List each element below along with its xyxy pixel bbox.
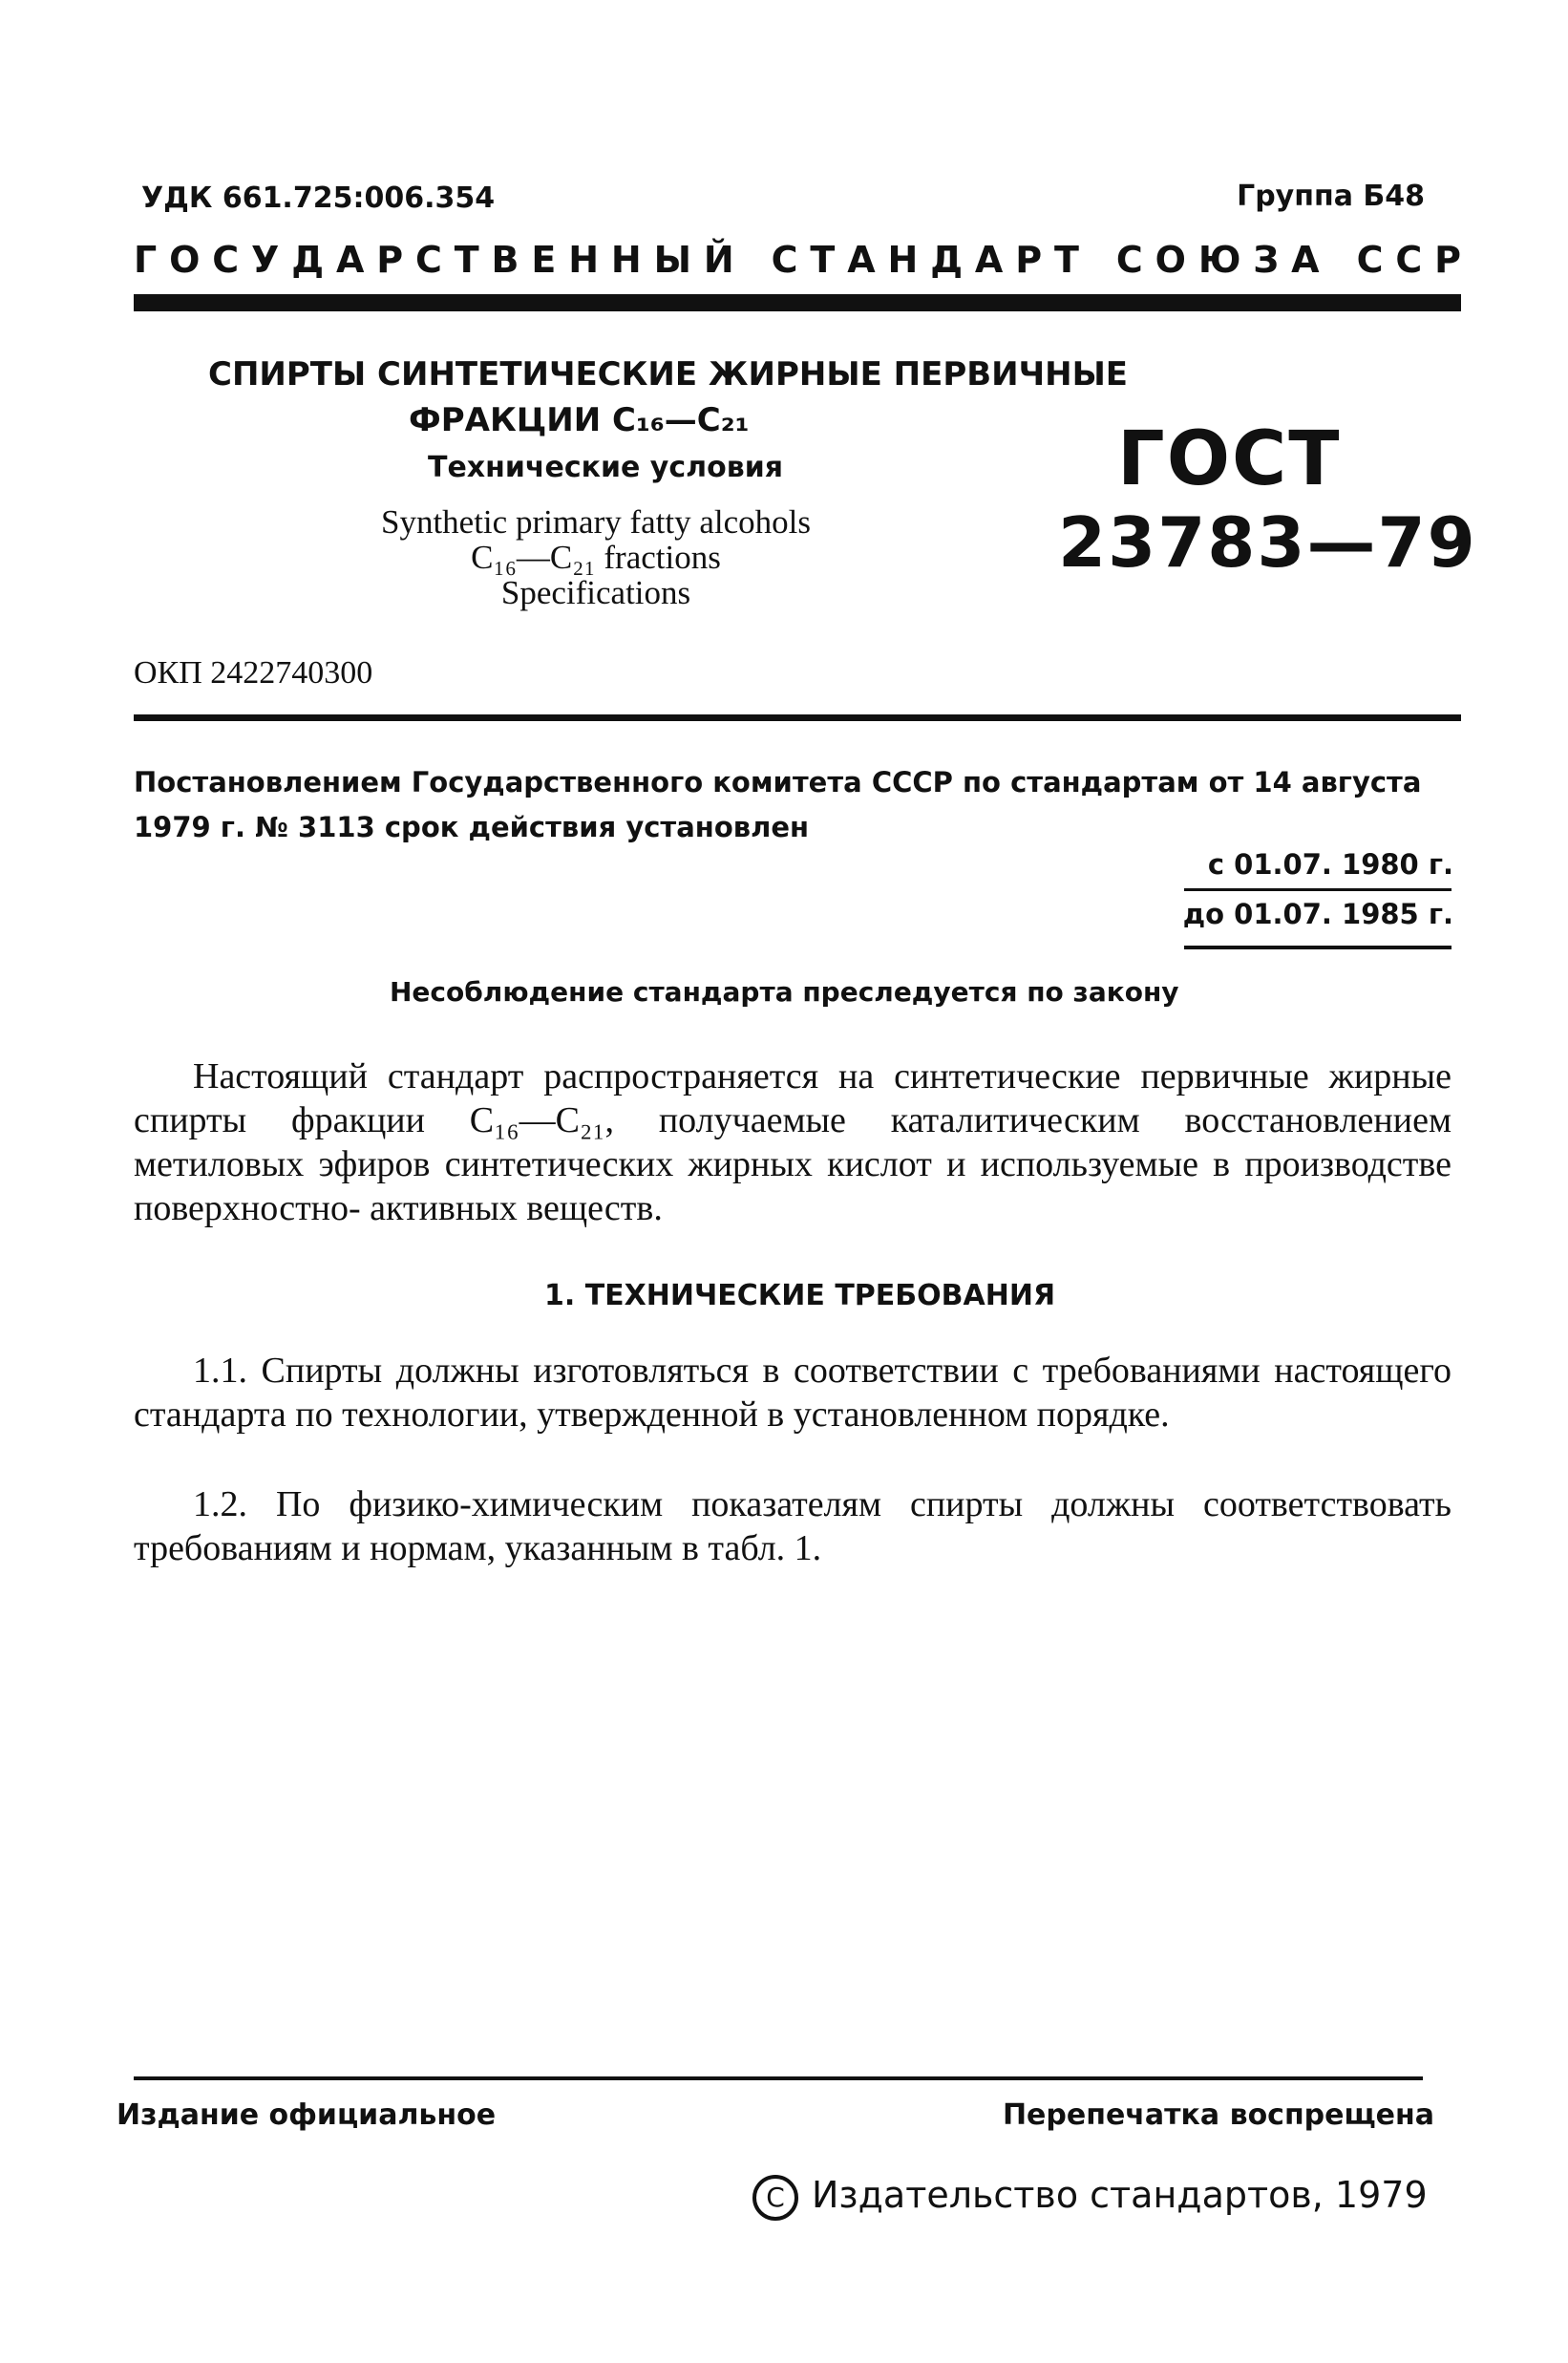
decree-text: Постановлением Государственного комитета СССР по стандартам от 14 августа 1979 г. № 3113 срок действия установлен xyxy=(134,766,1422,843)
edition-label: Издание официальное xyxy=(117,2098,497,2132)
paragraph-1-2: 1.2. По физико-химическим показателям спирты должны соответствовать требованиям и нормам, указанным в табл. 1. xyxy=(134,1484,1451,1568)
title-line-1: СПИРТЫ СИНТЕТИЧЕСКИЕ ЖИРНЫЕ ПЕРВИЧНЫЕ xyxy=(208,355,1129,394)
date-to: до 01.07. 1985 г. xyxy=(1182,898,1453,930)
standard-line-letter: З xyxy=(1253,239,1280,281)
standard-line-letter: С xyxy=(1356,239,1384,281)
standard-line-letter: Н xyxy=(610,239,642,281)
copyright-text: Издательство стандартов, 1979 xyxy=(812,2174,1428,2216)
standard-line-letter: Ю xyxy=(1197,239,1241,281)
okp-code: ОКП 2422740300 xyxy=(134,655,373,691)
standard-line-letter: С xyxy=(1395,239,1423,281)
gost-label: ГОСТ xyxy=(1117,416,1342,502)
standard-line-letter: А xyxy=(1291,239,1320,281)
paragraph-1-1: 1.1. Спирты должны изготовляться в соответствии с требованиями настоящего стандарта по технологии, утвержденной в установленном порядке. xyxy=(134,1351,1451,1435)
standard-line-letter: А xyxy=(335,239,365,281)
header-rule xyxy=(134,294,1461,311)
mid-rule xyxy=(134,714,1461,721)
english-title-line-3: Specifications xyxy=(500,574,691,611)
standard-line-letter: Т xyxy=(1053,239,1079,281)
standard-line-letter: Ы xyxy=(653,239,691,281)
standard-line-letter: О xyxy=(169,239,201,281)
copyright xyxy=(752,2174,1428,2221)
english-title xyxy=(328,504,863,610)
standard-line-letter: Р xyxy=(1434,239,1461,281)
standard-line-letter: Й xyxy=(703,239,734,281)
copyright-icon: C xyxy=(752,2175,798,2221)
standard-line-letter: А xyxy=(847,239,876,281)
standard-line-letter: Д xyxy=(930,239,964,281)
english-title-line-1: Synthetic primary fatty alcohols xyxy=(380,503,812,541)
standard-line-letter: В xyxy=(491,239,519,281)
title-line-3: Технические условия xyxy=(428,451,783,484)
date-rule-1 xyxy=(1184,888,1451,891)
date-from: с 01.07. 1980 г. xyxy=(1207,848,1453,881)
standard-line-letter xyxy=(1331,239,1344,281)
standard-line-letter: У xyxy=(251,239,280,281)
intro-paragraph: Настоящий стандарт распространяется на синтетические первичные жирные спирты фракции C₁₆—C₂₁, получаемые каталитическим восстановлением метиловых эфиров синтетических жирных кислот и используемые в производстве поверхностно- активных веществ. xyxy=(134,1056,1451,1228)
standard-line-letter: С xyxy=(212,239,240,281)
standard-line-letter: Д xyxy=(291,239,325,281)
section-1-title: 1. ТЕХНИЧЕСКИЕ ТРЕБОВАНИЯ xyxy=(544,1279,1056,1312)
footer-rule xyxy=(134,2076,1423,2080)
standard-line-letter: Р xyxy=(1015,239,1043,281)
standard-line-letter: О xyxy=(1155,239,1186,281)
title-line-2: ФРАКЦИИ C₁₆—C₂₁ xyxy=(409,401,750,439)
legal-warning: Несоблюдение стандарта преследуется по закону xyxy=(390,976,1179,1008)
gost-number: 23783—79 xyxy=(1058,502,1477,583)
group-code: Группа Б48 xyxy=(1237,180,1425,213)
standard-line-letter: Т xyxy=(454,239,479,281)
standard-line-letter: Р xyxy=(376,239,404,281)
standard-line-letter: С xyxy=(1115,239,1143,281)
standard-line xyxy=(134,239,1461,281)
standard-line-letter: Г xyxy=(134,239,158,281)
standard-line-letter: Т xyxy=(810,239,836,281)
english-title-line-2: C₁₆—C₂₁ fractions xyxy=(471,539,721,576)
standard-line-letter xyxy=(747,239,759,281)
standard-line-letter: Е xyxy=(531,239,557,281)
standard-line-letter: С xyxy=(414,239,442,281)
date-rule-2 xyxy=(1184,946,1451,949)
standard-line-letter: С xyxy=(771,239,798,281)
reprint-label: Перепечатка воспрещена xyxy=(1002,2098,1434,2132)
standard-line-letter: Н xyxy=(887,239,919,281)
udk-code: УДК 661.725:006.354 xyxy=(141,181,496,215)
standard-line-letter: А xyxy=(974,239,1004,281)
standard-line-letter: Н xyxy=(568,239,600,281)
standard-line-letter xyxy=(1091,239,1104,281)
